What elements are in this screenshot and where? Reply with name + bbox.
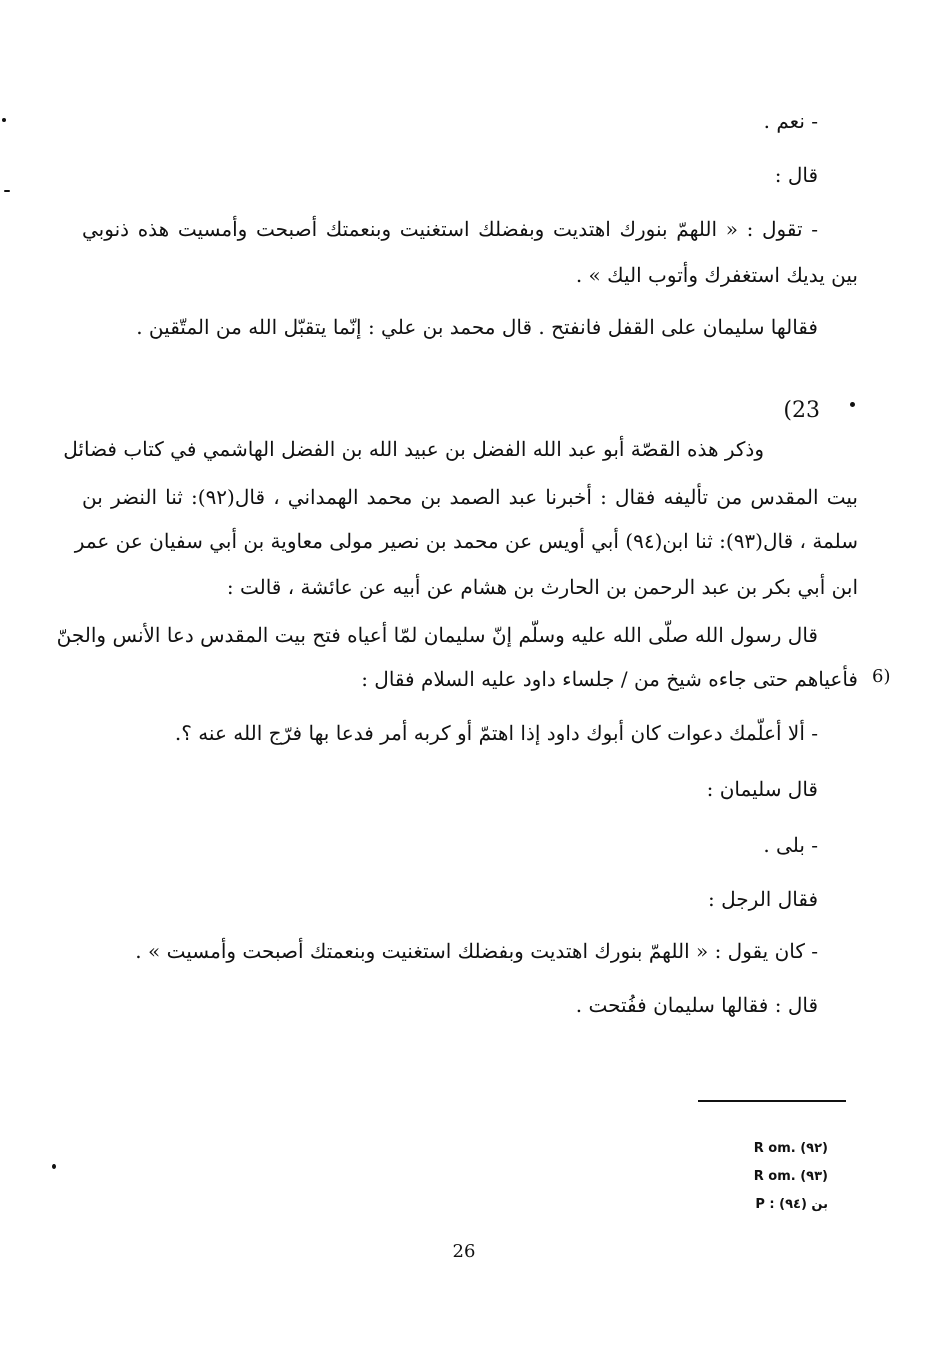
section-marker: (23	[783, 398, 820, 423]
text-line: فقالها سليمان على القفل فانفتح . قال محمد بن علي : إنّما يتقبّل الله من المتّقين .	[136, 315, 818, 339]
text-line: - ألا أعلّمك دعوات كان أبوك داود إذا اهتمّ أو كربه أمر فدعا بها فرّج الله عنه ؟.	[174, 721, 818, 745]
scan-speck	[52, 1164, 56, 1169]
text-line: بين يديك استغفرك وأتوب اليك » .	[575, 263, 858, 287]
text-line: فأعياهم حتى جاءه شيخ من / جلساء داود عليه السلام فقال :	[361, 667, 858, 691]
footnote: R om. (٩٢)	[753, 1141, 828, 1156]
text-line: - تقول : « اللهمّ بنورك اهتديت وبفضلك استغنيت وبنعمتك أصبحت وأمسيت هذه ذنوبي	[82, 217, 818, 241]
text-line: قال :	[774, 163, 818, 187]
text-line: قال سليمان :	[706, 777, 818, 801]
text-line: - بلى .	[763, 833, 818, 857]
text-line: وذكر هذه القصّة أبو عبد الله الفضل بن عبيد الله بن الفضل الهاشمي في كتاب فضائل	[63, 437, 764, 461]
scan-speck	[2, 118, 6, 122]
footnote: P : بن (٩٤)	[755, 1197, 828, 1212]
text-line: ابن أبي بكر بن عبد الرحمن بن الحارث بن هشام عن أبيه عن عائشة ، قالت :	[226, 575, 858, 599]
text-line: قال : فقالها سليمان ففُتحت .	[575, 993, 818, 1017]
margin-folio-ref: 6)	[872, 666, 891, 687]
text-line: فقال الرجل :	[708, 887, 818, 911]
text-line: سلمة ، قال(٩٣): ثنا ابن(٩٤) أبي أويس عن محمد بن نصير مولى معاوية بن أبي سفيان عن عمر	[74, 529, 858, 553]
footnote: R om. (٩٣)	[753, 1169, 828, 1184]
text-line: - نعم .	[763, 109, 818, 133]
bullet-dot	[850, 402, 855, 407]
text-line: قال رسول الله صلّى الله عليه وسلّم إنّ سليمان لمّا أعياه فتح بيت المقدس دعا الأنس والجنّ	[56, 623, 818, 647]
page-number: 26	[452, 1241, 476, 1262]
scan-speck	[4, 190, 10, 192]
footnote-rule	[698, 1100, 846, 1102]
text-line: بيت المقدس من تأليفه فقال : أخبرنا عبد الصمد بن محمد الهمداني ، قال(٩٢): ثنا النضر بن	[82, 485, 858, 509]
text-line: - كان يقول : « اللهمّ بنورك اهتديت وبفضلك استغنيت وبنعمتك أصبحت وأمسيت » .	[135, 939, 818, 963]
